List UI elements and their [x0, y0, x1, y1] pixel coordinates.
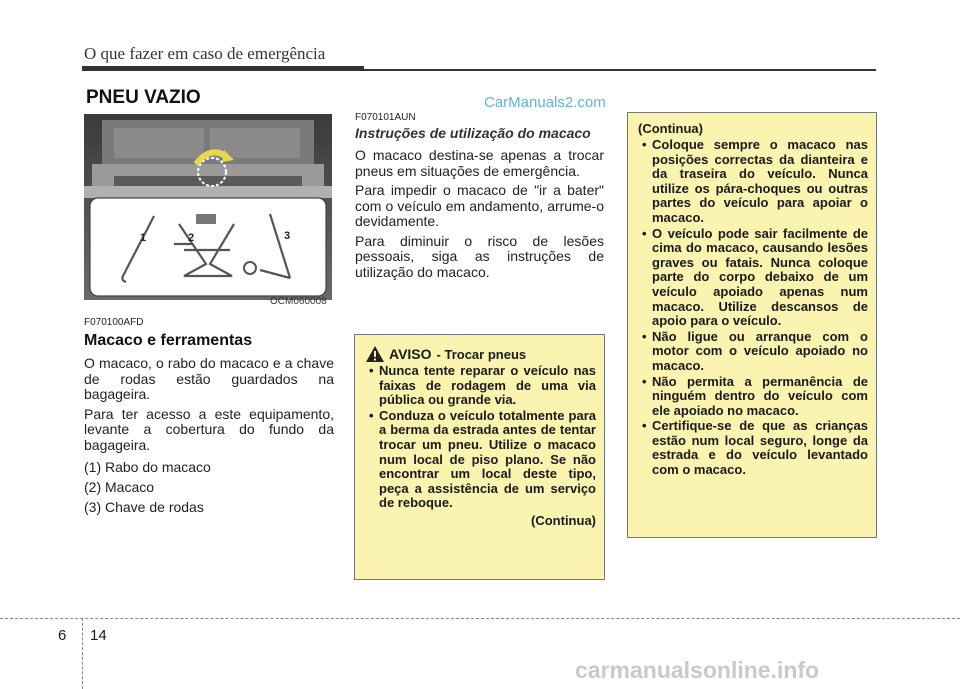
warning-item: • O veículo pode sair facilmente de cima do macaco, causando lesões graves ou fatais. Nunca coloque parte do corpo debaixo de um veículo apoiado apenas num macaco. Utilize descansos de apoio para o veículo.	[638, 227, 868, 329]
warning-box-continued	[627, 112, 877, 538]
tools-section	[84, 317, 334, 517]
jack-instructions-section	[355, 112, 604, 284]
warning-item: • Nunca tente reparar o veículo nas faixas de rodagem de uma via pública ou grande via.	[365, 364, 596, 408]
section-code: F070101AUN	[355, 112, 416, 123]
warning-item: • Conduza o veículo totalmente para a berma da estrada antes de tentar trocar um pneu. Utilize o macaco num local de piso plano. Se não encontrar um local deste tipo, peça a assistência de um serviço de reboque.	[365, 409, 596, 511]
paragraph: O macaco, o rabo do macaco e a chave de rodas estão guardados na bagageira.	[84, 355, 334, 402]
paragraph: Para diminuir o risco de lesões pessoais, siga as instruções de utilização do macaco.	[355, 232, 604, 280]
warning-item: • Coloque sempre o macaco nas posições correctas da dianteira e da traseira do veículo. Nunca utilize os pára-choques ou outras partes do veículo para apoiar o macaco.	[638, 138, 868, 226]
continued-label: (Continua)	[531, 512, 596, 528]
paragraph: Para impedir o macaco de "ir a bater" com o veículo em andamento, arrume-o devidamente.	[355, 182, 604, 229]
list-item: (2) Macaco	[84, 479, 155, 495]
section-code: F070100AFD	[84, 317, 144, 328]
header-rule-thick	[82, 66, 364, 71]
watermark-top: CarManuals2.com	[484, 94, 606, 111]
callout-1: 1	[140, 232, 147, 244]
tools-heading: Macaco e ferramentas	[84, 332, 253, 349]
footer-divider	[82, 618, 83, 689]
continued-heading: (Continua)	[638, 121, 703, 136]
paragraph: Para ter acesso a este equipamento, levante a cobertura do fundo da bagageira.	[84, 405, 334, 453]
footer-rule	[0, 618, 960, 619]
warning-list	[365, 364, 596, 511]
section-title: PNEU VAZIO	[86, 87, 201, 108]
warning-item: • Certifique-se de que as crianças estão num local seguro, longe da estrada e do veículo levantado com o macaco.	[638, 419, 868, 477]
header-rule-thin	[364, 69, 876, 71]
warning-item: • Não ligue ou arranque com o motor com o veículo apoiado no macaco.	[638, 330, 868, 374]
warning-box-tire-change	[354, 334, 605, 580]
warning-subtitle: - Trocar pneus	[436, 346, 527, 362]
watermark-bottom: carmanualsonline.info	[575, 657, 820, 683]
warning-triangle-icon	[365, 345, 385, 363]
chapter-number: 6	[58, 627, 67, 644]
trunk-tools-figure	[84, 114, 332, 300]
list-item: (3) Chave de rodas	[84, 499, 204, 515]
callout-3: 3	[284, 230, 291, 242]
instructions-heading: Instruções de utilização do macaco	[355, 125, 591, 141]
figure-code: OCM060008	[270, 296, 327, 307]
page-number: 14	[90, 627, 107, 644]
warning-list	[638, 138, 868, 478]
paragraph: O macaco destina-se apenas a trocar pneus em situações de emergência.	[355, 147, 604, 179]
chapter-title: O que fazer em caso de emergência	[84, 44, 326, 63]
warning-label: AVISO	[389, 346, 432, 362]
warning-title	[365, 345, 596, 363]
trunk-illustration	[84, 114, 332, 300]
warning-item: • Não permita a permanência de ninguém dentro do veículo com ele apoiado no macaco.	[638, 375, 868, 419]
list-item: (1) Rabo do macaco	[84, 459, 211, 475]
callout-2: 2	[188, 232, 195, 244]
